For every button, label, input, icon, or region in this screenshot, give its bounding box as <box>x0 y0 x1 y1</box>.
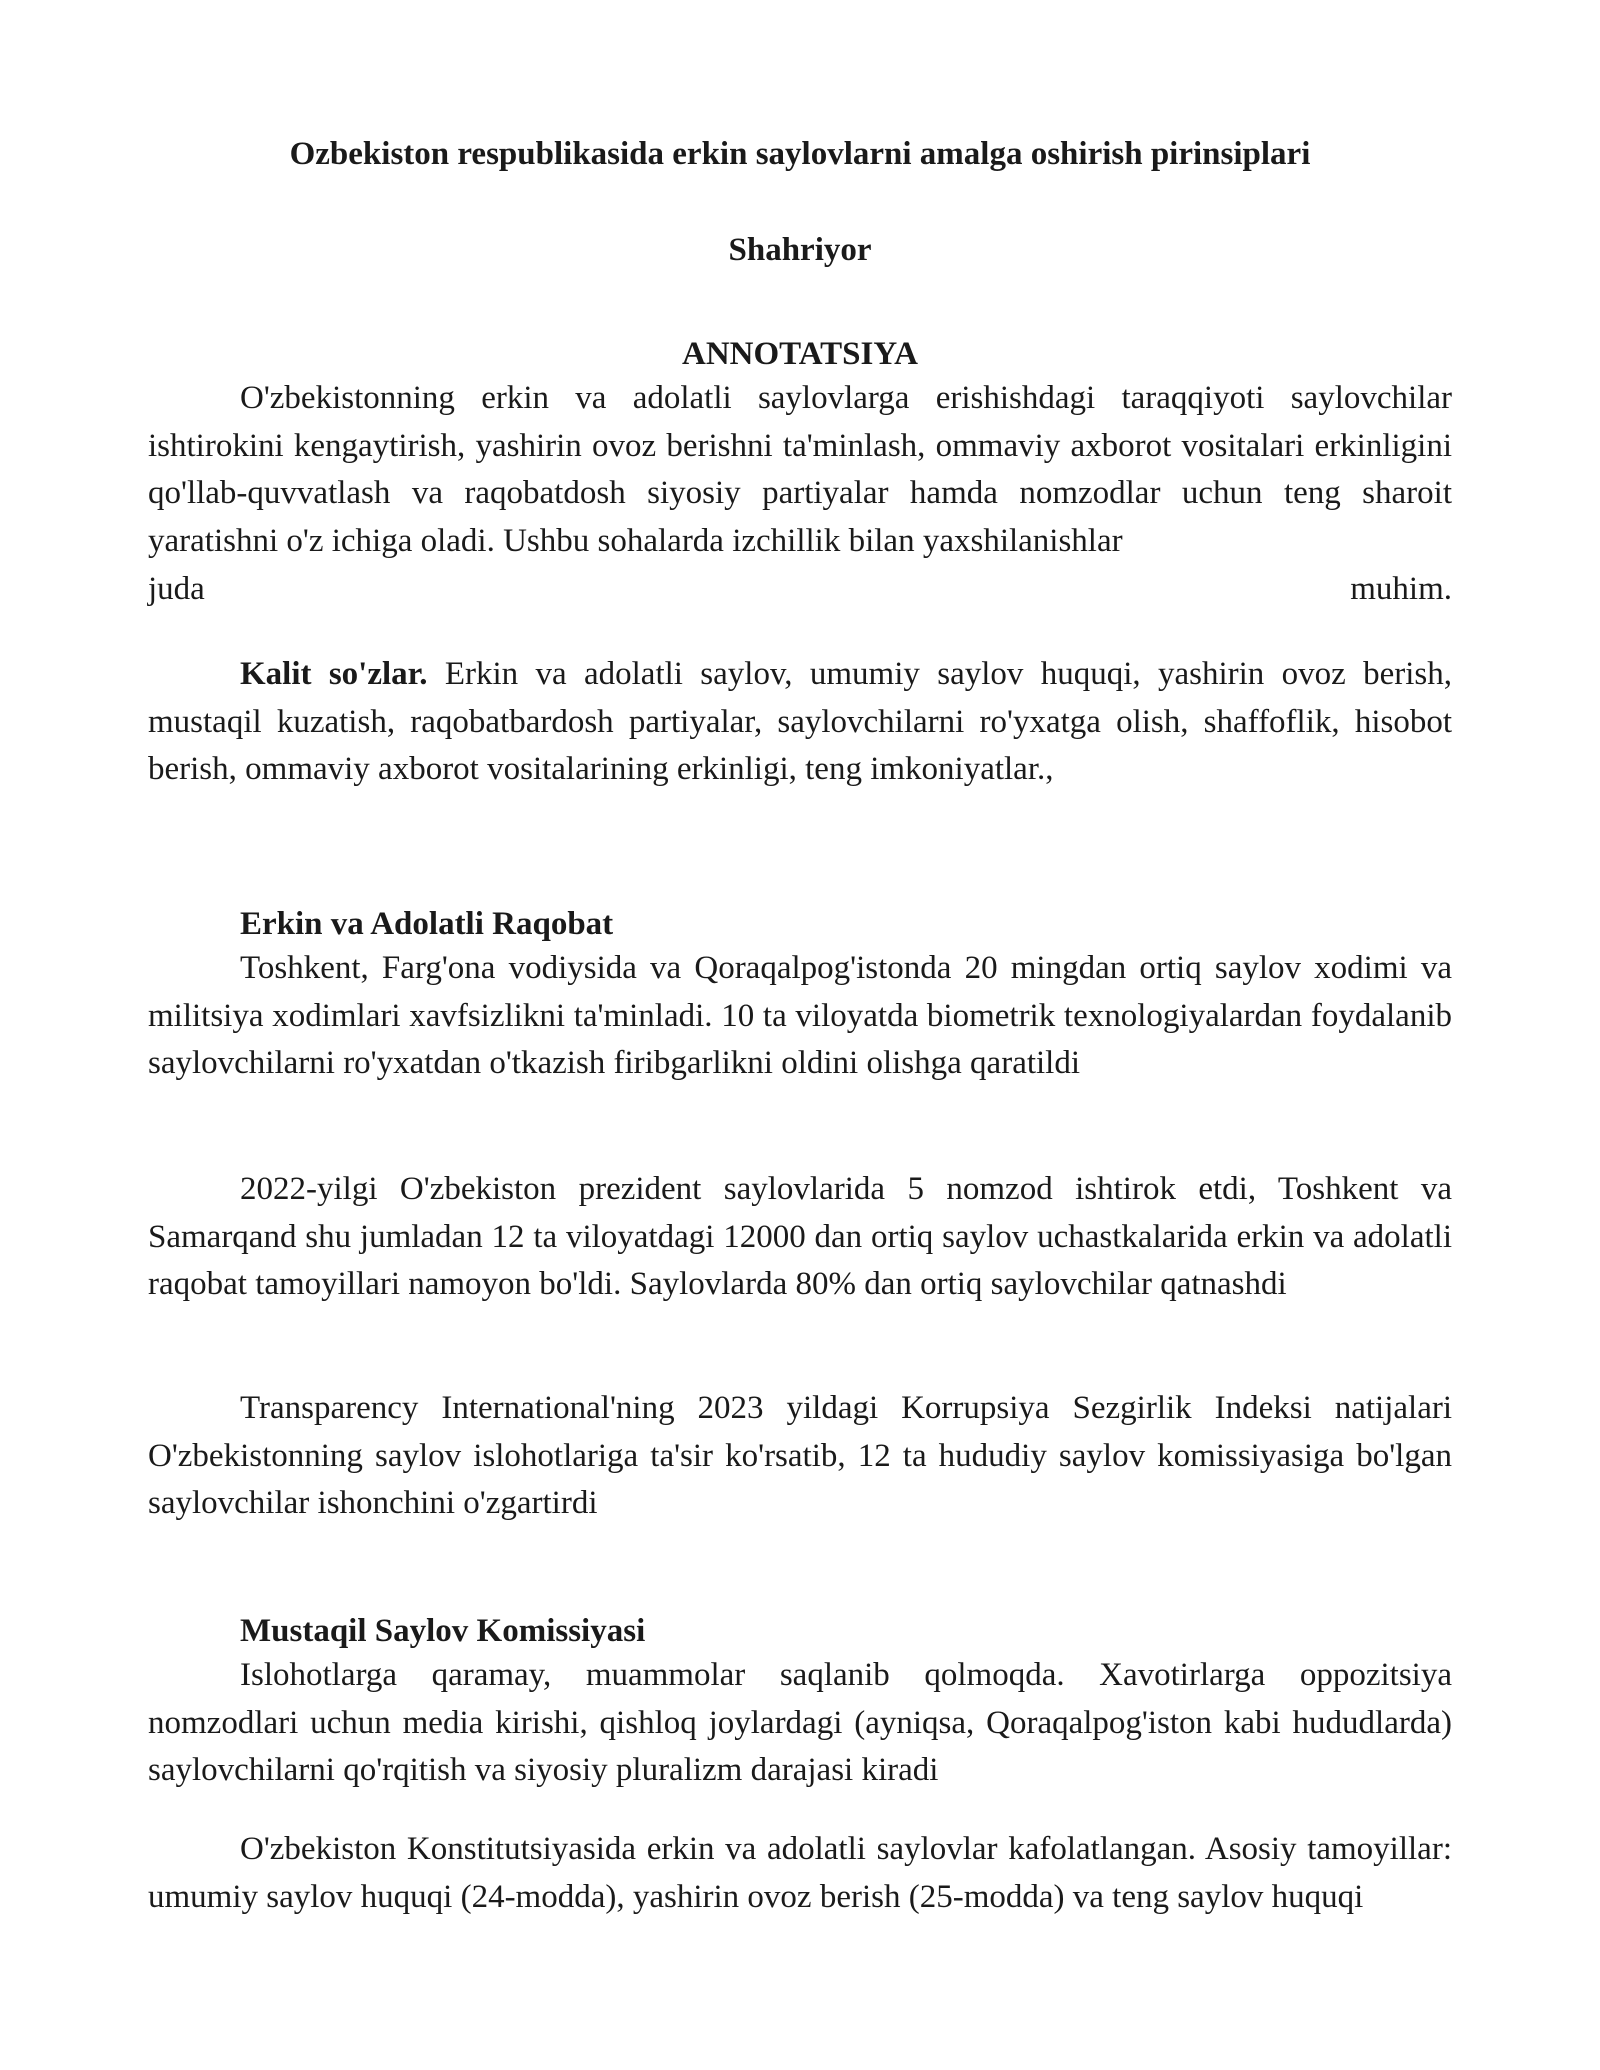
section2-paragraph-1: Islohotlarga qaramay, muammolar saqlanib qolmoqda. Xavotirlarga oppozitsiya nomzodlari uchun media kirishi, qishloq joylardagi (ayniqsa, Qoraqalpog'iston kabi hududlarda) saylovchilarni qo'rqitish va siyosiy pluralizm darajasi kiradi <box>148 1657 1452 1789</box>
annotation-last-word-left: juda <box>148 571 205 607</box>
annotation-heading: ANNOTATSIYA <box>682 336 918 372</box>
annotation-last-word-right: muhim. <box>1350 571 1452 607</box>
document-title: Ozbekiston respublikasida erkin saylovlarni amalga oshirish pirinsiplari <box>289 136 1311 172</box>
annotation-paragraph: O'zbekistonning erkin va adolatli saylovlarga erishishdagi taraqqiyoti saylovchilar ishtirokini kengaytirish, yashirin ovoz berishni ta'minlash, ommaviy axborot vositalari erkinligini qo'llab-quvvatlash va raqobatdosh siyosiy partiyalar hamda nomzodlar uchun teng sharoit yaratishni o'z ichiga oladi. Ushbu sohalarda izchillik bilan yaxshilanishlar <box>148 380 1452 559</box>
keywords-label: Kalit so'zlar. <box>240 656 428 692</box>
keywords-paragraph <box>148 651 1452 794</box>
section-heading-commission: Mustaqil Saylov Komissiyasi <box>240 1613 646 1649</box>
section1-paragraph-1: Toshkent, Farg'ona vodiysida va Qoraqalpog'istonda 20 mingdan ortiq saylov xodimi va militsiya xodimlari xavfsizlikni ta'minladi. 10 ta viloyatda biometrik texnologiyalardan foydalanib saylovchilarni ro'yxatdan o'tkazish firibgarlikni oldini olishga qaratildi <box>148 950 1452 1082</box>
keywords-text: Erkin va adolatli saylov, umumiy saylov huquqi, yashirin ovoz berish, mustaqil kuzatish, raqobatbardosh partiyalar, saylovchilarni ro'yxatga olish, shaffoflik, hisobot berish, ommaviy axborot vositalarining erkinligi, teng imkoniyatlar., <box>148 656 1452 788</box>
annotation-last-line <box>148 566 1452 614</box>
section2-paragraph-2: O'zbekiston Konstitutsiyasida erkin va adolatli saylovlar kafolatlangan. Asosiy tamoyillar: umumiy saylov huquqi (24-modda), yashirin ovoz berish (25-modda) va teng saylov huquqi <box>148 1831 1452 1915</box>
section1-paragraph-3: Transparency International'ning 2023 yildagi Korrupsiya Sezgirlik Indeksi natijalari O'zbekistonning saylov islohotlariga ta'sir ko'rsatib, 12 ta hududiy saylov komissiyasiga bo'lgan saylovchilar ishonchini o'zgartirdi <box>148 1390 1452 1522</box>
section1-paragraph-2: 2022-yilgi O'zbekiston prezident saylovlarida 5 nomzod ishtirok etdi, Toshkent va Samarqand shu jumladan 12 ta viloyatdagi 12000 dan ortiq saylov uchastkalarida erkin va adolatli raqobat tamoyillari namoyon bo'ldi. Saylovlarda 80% dan ortiq saylovchilar qatnashdi <box>148 1171 1452 1303</box>
section-heading-competition: Erkin va Adolatli Raqobat <box>240 906 614 942</box>
author-name: Shahriyor <box>728 232 872 268</box>
